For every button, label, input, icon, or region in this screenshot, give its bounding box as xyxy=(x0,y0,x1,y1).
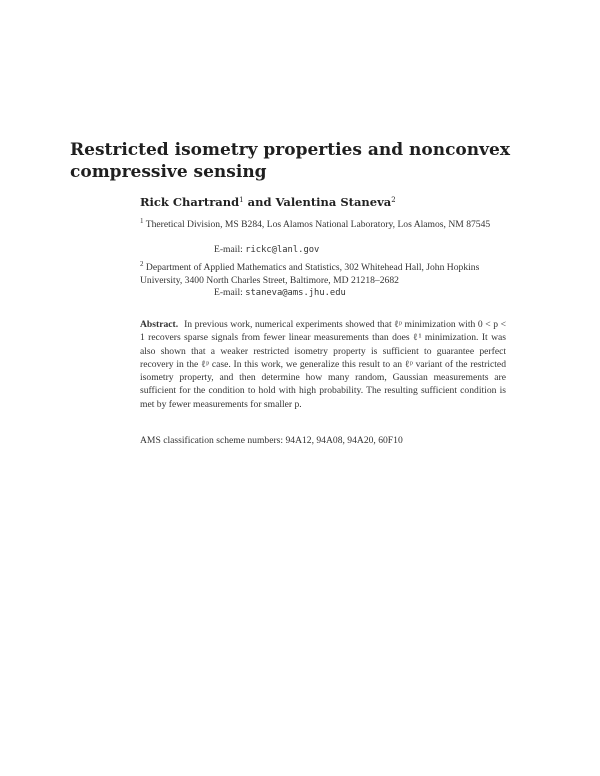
email-2-address: staneva@ams.jhu.edu xyxy=(245,288,346,298)
affiliation-2-text: Department of Applied Mathematics and Statistics, 302 Whitehead Hall, John Hopkins University, 3400 North Charles Street, Baltimore, MD 21218–2682 xyxy=(140,262,480,287)
email-line-1 xyxy=(214,244,319,255)
affiliation-1-mark: 1 xyxy=(140,217,144,225)
email-1-address: rickc@lanl.gov xyxy=(245,245,320,255)
abstract-text: In previous work, numerical experiments showed that ℓᵖ minimization with 0 < p < 1 recovers sparse signals from fewer linear measurements than does ℓ¹ minimization. It was also shown that a weaker restricted isometry property is sufficient to guarantee perfect recovery in the ℓᵖ case. In this work, we generalize this result to an ℓᵖ variant of the restricted isometry property, and then determine how many random, Gaussian measurements are sufficient for the condition to hold with high probability. The resulting sufficient condition is met by fewer measurements for smaller p. xyxy=(140,319,506,410)
affiliation-2-mark: 2 xyxy=(140,260,144,268)
author-2: Valentina Staneva xyxy=(275,195,392,209)
email-line-2 xyxy=(214,287,346,298)
author-line xyxy=(140,195,396,209)
author-2-affiliation-mark: 2 xyxy=(391,196,396,204)
affiliation-2 xyxy=(140,258,520,288)
author-1-affiliation-mark: 1 xyxy=(239,196,244,204)
abstract xyxy=(140,318,506,411)
author-connector: and xyxy=(243,195,276,209)
author-1: Rick Chartrand xyxy=(140,195,240,209)
affiliation-1-text: Theretical Division, MS B284, Los Alamos National Laboratory, Los Alamos, NM 87545 xyxy=(145,219,491,230)
affiliation-1 xyxy=(140,215,520,231)
abstract-label: Abstract. xyxy=(140,319,179,330)
paper-title: Restricted isometry properties and nonconvex compressive sensing xyxy=(70,140,510,182)
email-2-label: E-mail: xyxy=(214,287,243,298)
email-1-label: E-mail: xyxy=(214,244,243,255)
ams-classification: AMS classification scheme numbers: 94A12, 94A08, 94A20, 60F10 xyxy=(140,435,403,446)
